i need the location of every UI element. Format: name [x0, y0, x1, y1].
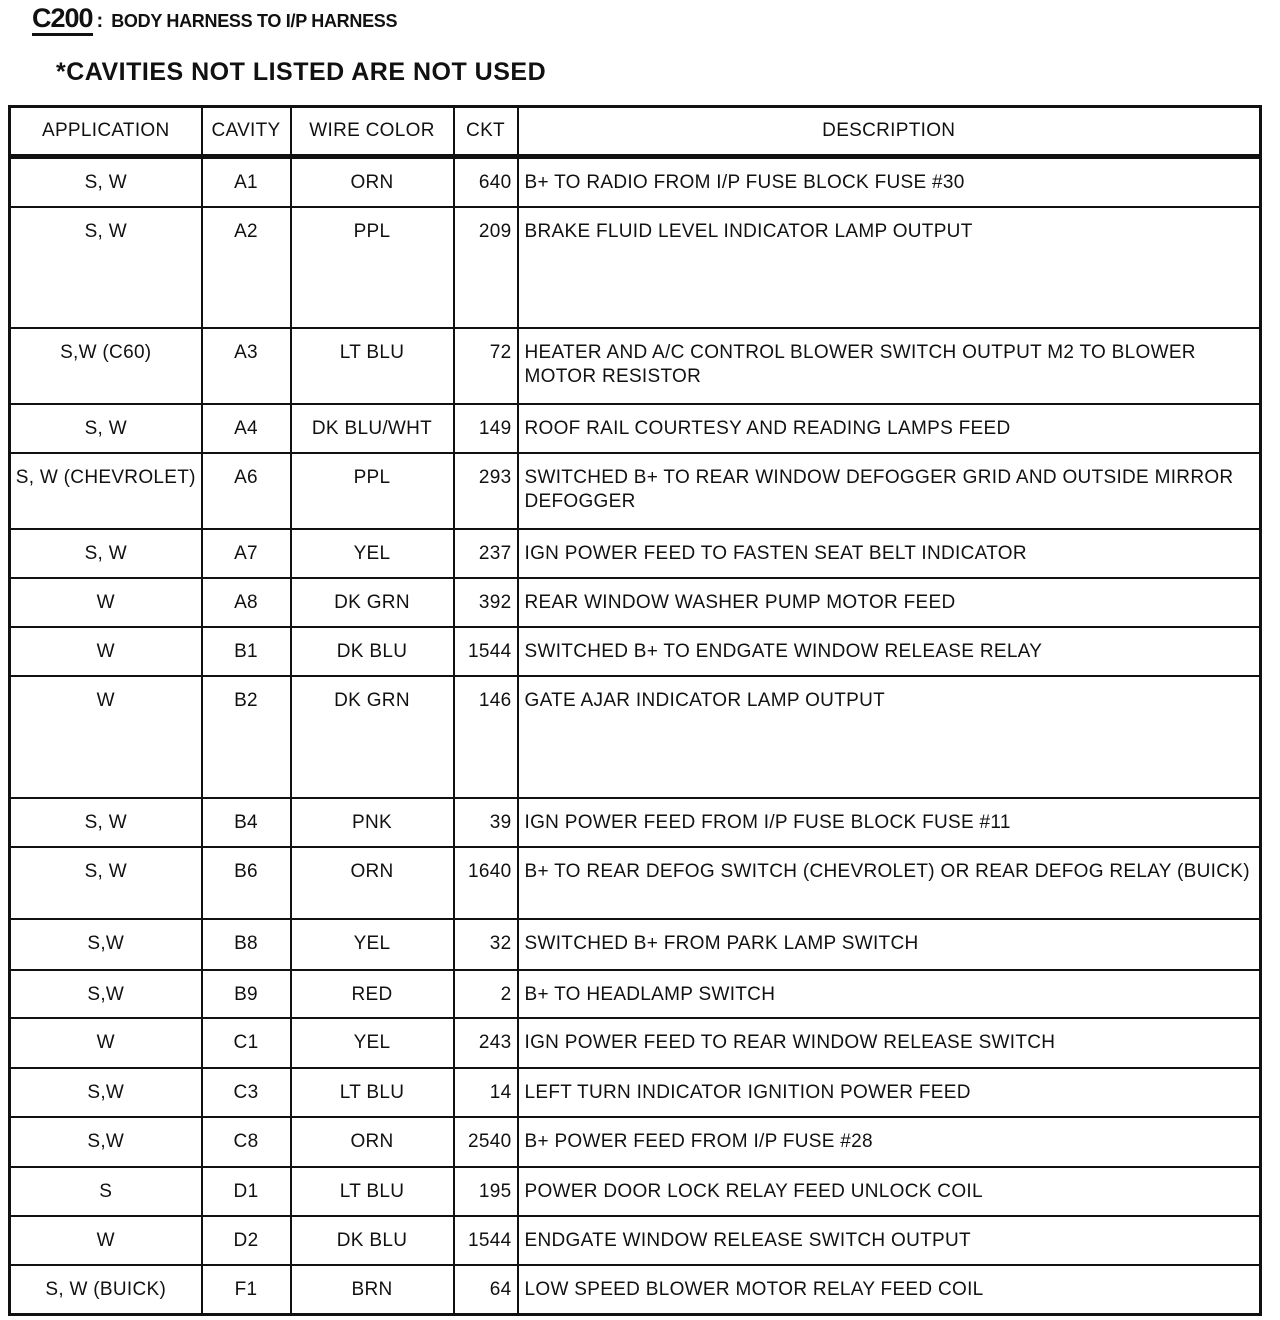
cell-wire-color: YEL — [291, 1018, 454, 1068]
cell-wire-color: PPL — [291, 207, 454, 328]
cell-cavity: B9 — [202, 970, 291, 1018]
cell-application: W — [10, 1018, 202, 1068]
cell-ckt: 39 — [454, 798, 518, 847]
cell-cavity: C3 — [202, 1068, 291, 1117]
cell-wire-color: PNK — [291, 798, 454, 847]
column-header-wire-color: WIRE COLOR — [291, 107, 454, 157]
cell-application: S,W (C60) — [10, 328, 202, 404]
cell-description: LEFT TURN INDICATOR IGNITION POWER FEED — [518, 1068, 1261, 1117]
cell-cavity: A4 — [202, 404, 291, 453]
cell-description: IGN POWER FEED FROM I/P FUSE BLOCK FUSE #11 — [518, 798, 1261, 847]
cell-cavity: C1 — [202, 1018, 291, 1068]
table-row — [10, 798, 1261, 847]
cell-description: B+ TO HEADLAMP SWITCH — [518, 970, 1261, 1018]
cell-application: W — [10, 676, 202, 798]
cell-wire-color: DK GRN — [291, 578, 454, 627]
cell-wire-color: LT BLU — [291, 1167, 454, 1216]
column-header-description: DESCRIPTION — [518, 107, 1261, 157]
cell-cavity: B6 — [202, 847, 291, 919]
cell-cavity: A8 — [202, 578, 291, 627]
table-row — [10, 1216, 1261, 1265]
unused-cavities-note: *CAVITIES NOT LISTED ARE NOT USED — [56, 58, 547, 86]
cell-wire-color: ORN — [291, 847, 454, 919]
table-row — [10, 453, 1261, 529]
cell-cavity: B1 — [202, 627, 291, 676]
connector-title: BODY HARNESS TO I/P HARNESS — [111, 11, 398, 31]
cell-application: S, W — [10, 207, 202, 328]
cell-cavity: F1 — [202, 1265, 291, 1315]
cell-ckt: 32 — [454, 919, 518, 970]
cell-application: S,W — [10, 1068, 202, 1117]
table-row — [10, 529, 1261, 578]
cell-wire-color: RED — [291, 970, 454, 1018]
cell-description: IGN POWER FEED TO REAR WINDOW RELEASE SWITCH — [518, 1018, 1261, 1068]
cell-description: IGN POWER FEED TO FASTEN SEAT BELT INDICATOR — [518, 529, 1261, 578]
cell-ckt: 1544 — [454, 1216, 518, 1265]
pinout-table — [8, 105, 1262, 1316]
cell-application: S,W — [10, 970, 202, 1018]
cell-wire-color: LT BLU — [291, 1068, 454, 1117]
cell-description: B+ TO REAR DEFOG SWITCH (CHEVROLET) OR REAR DEFOG RELAY (BUICK) — [518, 847, 1261, 919]
cell-application: W — [10, 578, 202, 627]
cell-application: S, W — [10, 529, 202, 578]
cell-wire-color: ORN — [291, 1117, 454, 1167]
cell-description: REAR WINDOW WASHER PUMP MOTOR FEED — [518, 578, 1261, 627]
cell-ckt: 2 — [454, 970, 518, 1018]
table-row — [10, 328, 1261, 404]
cell-cavity: A2 — [202, 207, 291, 328]
table-body — [10, 157, 1261, 1315]
cell-ckt: 640 — [454, 157, 518, 207]
cell-ckt: 2540 — [454, 1117, 518, 1167]
cell-application: S, W — [10, 157, 202, 207]
cell-application: S — [10, 1167, 202, 1216]
cell-ckt: 293 — [454, 453, 518, 529]
cell-ckt: 14 — [454, 1068, 518, 1117]
cell-wire-color: YEL — [291, 529, 454, 578]
cell-description: BRAKE FLUID LEVEL INDICATOR LAMP OUTPUT — [518, 207, 1261, 328]
cell-cavity: A3 — [202, 328, 291, 404]
cell-description: SWITCHED B+ TO REAR WINDOW DEFOGGER GRID AND OUTSIDE MIRROR DEFOGGER — [518, 453, 1261, 529]
cell-description: B+ TO RADIO FROM I/P FUSE BLOCK FUSE #30 — [518, 157, 1261, 207]
table-row — [10, 1117, 1261, 1167]
column-header-ckt: CKT — [454, 107, 518, 157]
cell-cavity: A7 — [202, 529, 291, 578]
column-header-application: APPLICATION — [10, 107, 202, 157]
table-row — [10, 1068, 1261, 1117]
cell-wire-color: DK BLU — [291, 627, 454, 676]
cell-ckt: 209 — [454, 207, 518, 328]
table-row — [10, 207, 1261, 328]
cell-cavity: B8 — [202, 919, 291, 970]
cell-application: S, W — [10, 404, 202, 453]
cell-ckt: 243 — [454, 1018, 518, 1068]
cell-ckt: 1544 — [454, 627, 518, 676]
cell-description: ENDGATE WINDOW RELEASE SWITCH OUTPUT — [518, 1216, 1261, 1265]
table-row — [10, 919, 1261, 970]
cell-application: W — [10, 1216, 202, 1265]
cell-application: S, W (CHEVROLET) — [10, 453, 202, 529]
cell-ckt: 149 — [454, 404, 518, 453]
cell-wire-color: DK GRN — [291, 676, 454, 798]
table-row — [10, 627, 1261, 676]
cell-cavity: B4 — [202, 798, 291, 847]
table-row — [10, 404, 1261, 453]
table-row — [10, 578, 1261, 627]
cell-application: S,W — [10, 1117, 202, 1167]
cell-ckt: 195 — [454, 1167, 518, 1216]
cell-wire-color: DK BLU — [291, 1216, 454, 1265]
cell-description: ROOF RAIL COURTESY AND READING LAMPS FEED — [518, 404, 1261, 453]
cell-description: POWER DOOR LOCK RELAY FEED UNLOCK COIL — [518, 1167, 1261, 1216]
cell-ckt: 237 — [454, 529, 518, 578]
cell-ckt: 64 — [454, 1265, 518, 1315]
connector-separator: : — [96, 10, 104, 32]
cell-ckt: 72 — [454, 328, 518, 404]
cell-wire-color: LT BLU — [291, 328, 454, 404]
cell-wire-color: DK BLU/WHT — [291, 404, 454, 453]
table-row — [10, 157, 1261, 207]
cell-wire-color: ORN — [291, 157, 454, 207]
table-row — [10, 1265, 1261, 1315]
cell-ckt: 1640 — [454, 847, 518, 919]
cell-application: S,W — [10, 919, 202, 970]
table-row — [10, 1018, 1261, 1068]
cell-application: W — [10, 627, 202, 676]
cell-description: LOW SPEED BLOWER MOTOR RELAY FEED COIL — [518, 1265, 1261, 1315]
cell-cavity: D1 — [202, 1167, 291, 1216]
cell-application: S, W — [10, 847, 202, 919]
connector-heading — [32, 4, 397, 36]
cell-description: SWITCHED B+ TO ENDGATE WINDOW RELEASE RELAY — [518, 627, 1261, 676]
table-row — [10, 847, 1261, 919]
cell-cavity: A6 — [202, 453, 291, 529]
cell-cavity: A1 — [202, 157, 291, 207]
cell-application: S, W — [10, 798, 202, 847]
cell-description: HEATER AND A/C CONTROL BLOWER SWITCH OUTPUT M2 TO BLOWER MOTOR RESISTOR — [518, 328, 1261, 404]
cell-description: B+ POWER FEED FROM I/P FUSE #28 — [518, 1117, 1261, 1167]
table-row — [10, 1167, 1261, 1216]
cell-cavity: C8 — [202, 1117, 291, 1167]
cell-application: S, W (BUICK) — [10, 1265, 202, 1315]
table-header-row — [10, 107, 1261, 157]
table-row — [10, 970, 1261, 1018]
cell-wire-color: BRN — [291, 1265, 454, 1315]
cell-ckt: 146 — [454, 676, 518, 798]
cell-cavity: D2 — [202, 1216, 291, 1265]
table-row — [10, 676, 1261, 798]
cell-cavity: B2 — [202, 676, 291, 798]
connector-id: C200 — [32, 4, 93, 36]
cell-wire-color: YEL — [291, 919, 454, 970]
column-header-cavity: CAVITY — [202, 107, 291, 157]
cell-description: GATE AJAR INDICATOR LAMP OUTPUT — [518, 676, 1261, 798]
cell-wire-color: PPL — [291, 453, 454, 529]
cell-ckt: 392 — [454, 578, 518, 627]
cell-description: SWITCHED B+ FROM PARK LAMP SWITCH — [518, 919, 1261, 970]
